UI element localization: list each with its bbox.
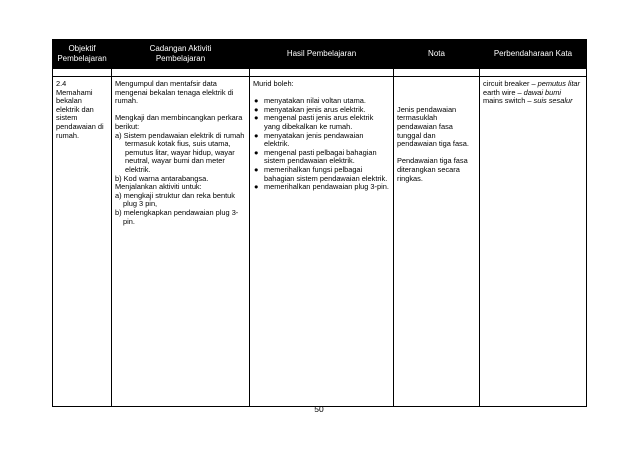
objektif-cell [53,77,112,407]
header-kata: Perbendaharaan Kata [480,40,587,69]
kata-cell [480,77,587,407]
spacer-row [53,69,587,77]
objektif-line: Memahami [56,87,93,97]
bullet-icon: ● [254,96,259,106]
vocab-entry: mains switch – suis sesalur [483,96,573,106]
list-item: ● menyatakan jenis pendawaian elektrik. [254,130,364,149]
bullet-icon: ● [254,113,259,123]
bullet-icon: ● [254,104,259,114]
header-objektif: Objektif Pembelajaran [53,40,112,69]
list-item: ● menyatakan nilai voltan utama. [254,96,366,106]
vocab-entry: earth wire – dawai bumi [483,87,562,97]
page-number: 50 [314,404,324,414]
list-item: ● memerihalkan pendawaian plug 3-pin. [254,182,389,192]
bullet-icon: ● [254,164,259,174]
list-item: ● mengenal pasti jenis arus elektrik yang dibekalkan ke rumah. [254,113,374,131]
nota-cell [394,77,480,407]
aktiviti-paragraph: Mengumpul dan mentafsir data mengenai bekalan tenaga elektrik di rumah. [115,79,234,106]
objektif-line: bekalan [56,96,82,106]
objektif-line: elektrik dan [56,104,94,114]
aktiviti-item: a) Sistem pendawaian elektrik di rumah termasuk kotak fius, suis utama, pemutus litar, wayar hidup, wayar neutral, wayar bumi dan meter elektrik. [115,130,245,174]
list-item: ● mengenal pasti pelbagai bahagian sistem pendawaian elektrik. [254,147,377,166]
hasil-list [253,97,390,192]
header-nota: Nota [394,40,480,69]
list-item: ● menyatakan jenis arus elektrik. [254,104,366,114]
nota-paragraph: Jenis pendawaian termasuklah pendawaian fasa tunggal dan pendawaian tiga fasa. [397,104,469,149]
objektif-line: 2.4 [56,79,67,88]
aktiviti-intro: Menjalankan aktiviti untuk: [115,182,202,192]
objektif-line: pendawaian di [56,121,104,131]
curriculum-table [52,39,587,407]
aktiviti-cell [112,77,250,407]
objektif-line: rumah. [56,130,80,140]
bullet-icon: ● [254,182,259,192]
table-row [53,77,587,407]
hasil-intro: Murid boleh: [253,79,294,88]
header-hasil: Hasil Pembelajaran [250,40,394,69]
bullet-icon: ● [254,130,259,140]
objektif-line: sistem [56,113,78,123]
aktiviti-intro: Mengkaji dan membincangkan perkara berikut: [115,113,243,131]
bullet-icon: ● [254,147,259,157]
aktiviti-item: b) Kod warna antarabangsa. [115,173,209,183]
aktiviti-item: a) mengkaji struktur dan reka bentuk plug 3 pin, [115,190,235,209]
header-row [53,40,587,69]
nota-paragraph: Pendawaian tiga fasa diterangkan secara ringkas. [397,156,468,183]
list-item: ● memerihalkan fungsi pelbagai bahagian sistem pendawaian elektrik. [254,164,388,183]
vocab-entry: circuit breaker – pemutus litar [483,79,580,88]
header-aktiviti: Cadangan Aktiviti Pembelajaran [112,40,250,69]
hasil-cell [250,77,394,407]
aktiviti-item: b) melengkapkan pendawaian plug 3-pin. [115,207,239,226]
